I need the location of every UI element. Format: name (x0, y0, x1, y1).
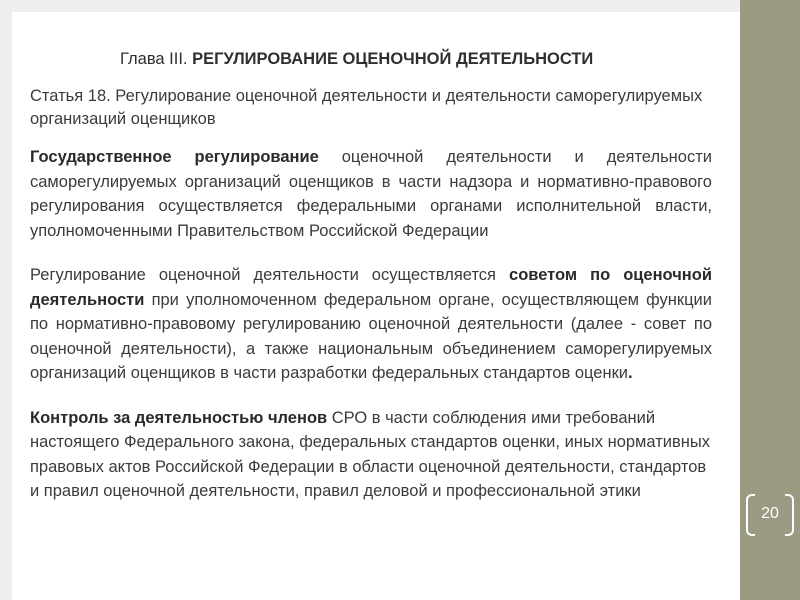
paragraph-state-regulation (30, 145, 712, 243)
paragraph1-text: оценочной деятельности и деятельности саморегулируемых организаций оценщиков в части надзора и нормативно-правового регулирования осуществляется федеральными органами исполнительной власти, уполномоченными Правительством Российской Федерации (30, 148, 712, 240)
paragraph2-text2: при уполномоченном федеральном органе, осуществляющем функции по нормативно-правовому регулированию оценочной деятельности (далее - совет по оценочной деятельности), а также национальным объединением саморегулируемых организаций оценщиков в части разработки федеральных стандартов оценки (30, 290, 712, 382)
paragraph3-text: СРО в части соблюдения ими требований настоящего Федерального закона, федеральных стандартов оценки, иных нормативных правовых актов Российской Федерации в области оценочной деятельности, стандартов и правил оценочной деятельности, правил деловой и профессиональной этики (30, 408, 710, 500)
paragraph-member-control (30, 406, 712, 504)
paragraph3-bold: Контроль за деятельностью членов (30, 408, 328, 427)
paragraph2-text1: Регулирование оценочной деятельности осуществляется (30, 266, 510, 284)
paragraph2-end: . (628, 364, 633, 382)
article-title: Статья 18. Регулирование оценочной деятельности и деятельности саморегулируемых организаций оценщиков (30, 87, 703, 128)
chapter-heading (120, 50, 712, 69)
paragraph2-bold: советом по оценочной деятельности (30, 266, 712, 309)
slide-content (30, 50, 712, 524)
paragraph1-bold: Государственное регулирование (30, 148, 319, 166)
chapter-title: РЕГУЛИРОВАНИЕ ОЦЕНОЧНОЙ ДЕЯТЕЛЬНОСТИ (192, 50, 594, 68)
slide-left-border (0, 0, 12, 600)
page-number: 20 (746, 494, 794, 534)
paragraph-council-regulation (30, 263, 712, 386)
chapter-prefix: Глава III. (120, 50, 188, 68)
slide-top-border (0, 0, 740, 12)
